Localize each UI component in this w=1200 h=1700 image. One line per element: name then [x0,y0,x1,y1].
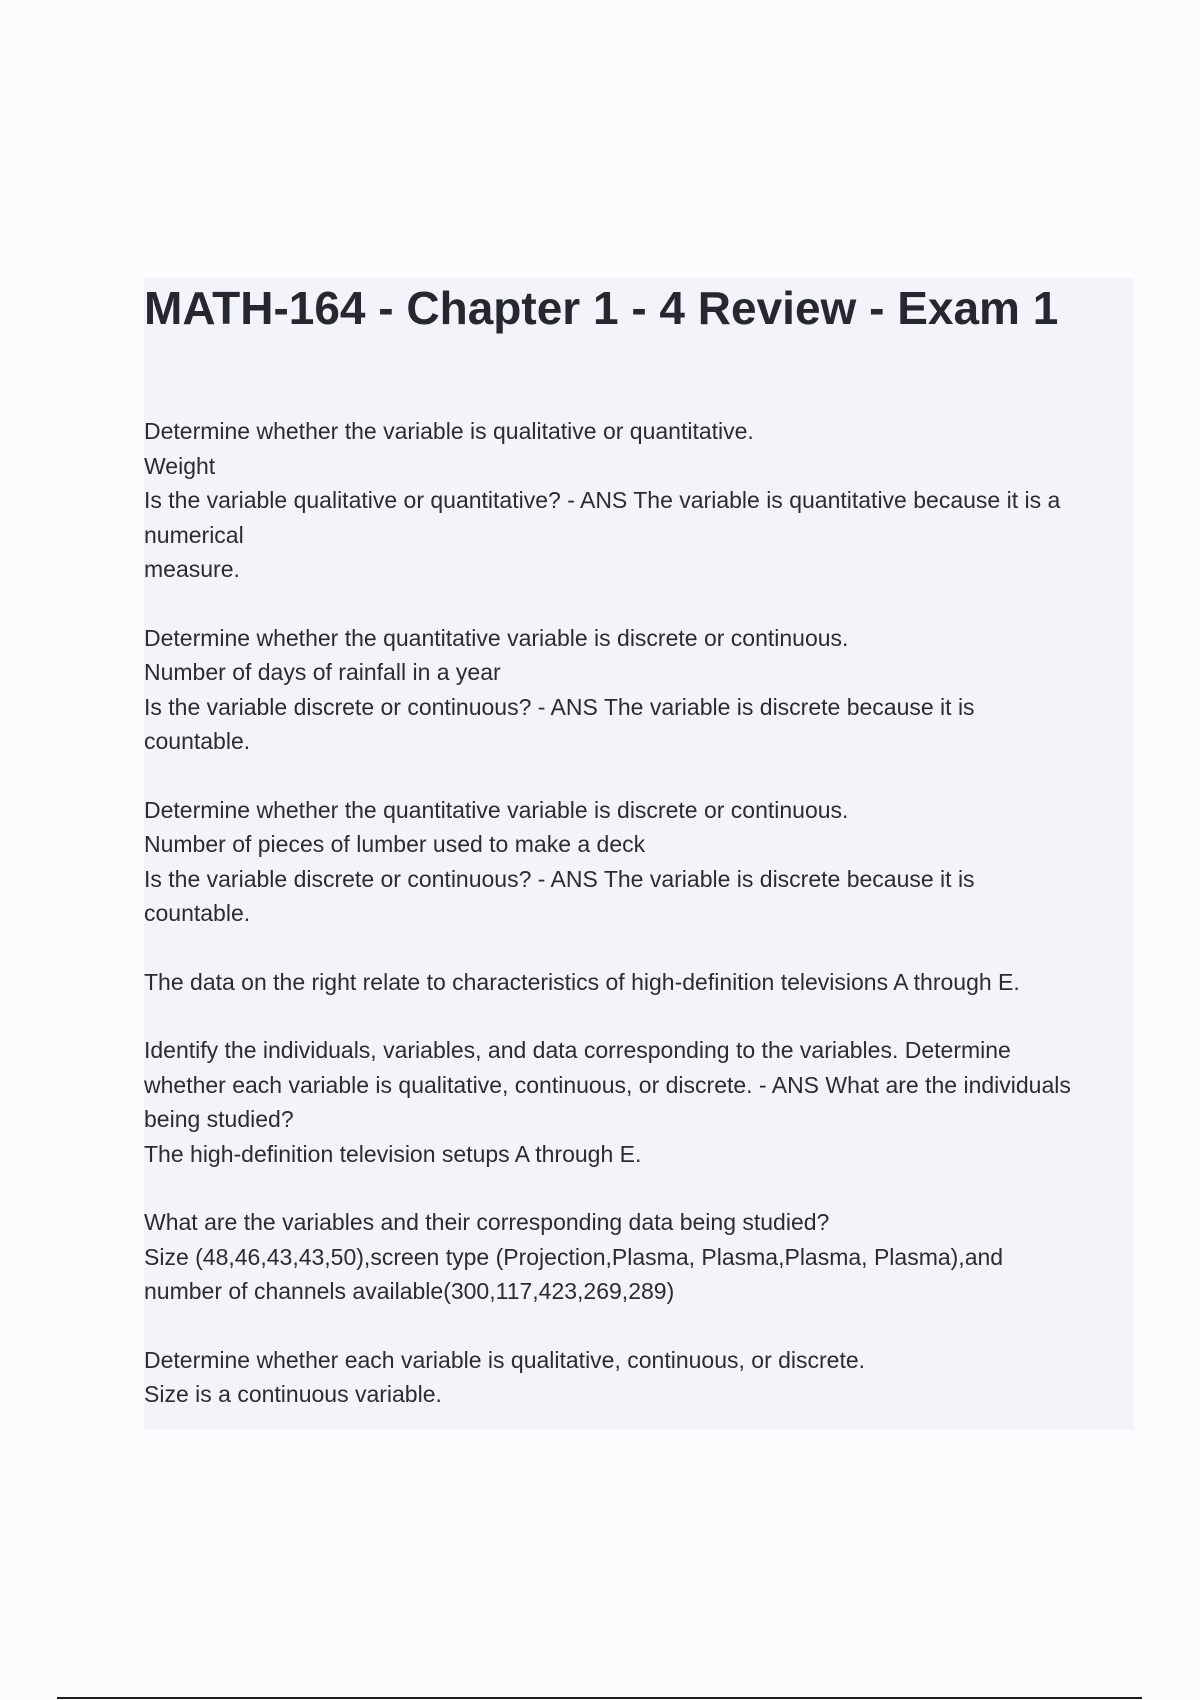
text-line: Determine whether the quantitative variable is discrete or continuous. [144,796,849,823]
text-line: countable. [144,728,251,754]
text-line: Is the variable qualitative or quantitative? - ANS The variable is quantitative because it is a [144,487,1061,513]
text-line: Size is a continuous variable. [144,1381,442,1407]
text-line: What are the variables and their corresponding data being studied? [144,1209,830,1235]
text-line: Number of days of rainfall in a year [144,659,501,685]
text-line: numerical [144,521,244,548]
text-line: whether each variable is qualitative, continuous, or discrete. - ANS What are the individuals [144,1071,1071,1098]
text-line: being studied? [144,1106,294,1132]
text-line: Is the variable discrete or continuous? - ANS The variable is discrete because it is [144,693,975,720]
text-line: Size (48,46,43,43,50),screen type (Projection,Plasma, Plasma,Plasma, Plasma),and [144,1243,1004,1270]
text-line: Number of pieces of lumber used to make a deck [144,831,646,857]
question-paragraph-1 [144,414,1134,587]
text-line: Weight [144,452,216,479]
text-line: Is the variable discrete or continuous? - ANS The variable is discrete because it is [144,865,975,892]
document-title: MATH-164 - Chapter 1 - 4 Review - Exam 1 [144,282,1059,334]
document-body [144,414,1134,1446]
text-line: The high-definition television setups A through E. [144,1140,642,1167]
text-line: countable. [144,900,251,926]
text-line: Determine whether the variable is qualitative or quantitative. [144,418,754,444]
text-line: Determine whether each variable is qualitative, continuous, or discrete. [144,1346,866,1373]
text-line: number of channels available(300,117,423,269,289) [144,1278,675,1304]
question-paragraph-4 [144,965,1134,1000]
text-line: measure. [144,556,240,582]
question-paragraph-5 [144,1033,1134,1171]
question-paragraph-2 [144,621,1134,759]
question-paragraph-7 [144,1343,1134,1412]
question-paragraph-6 [144,1205,1134,1309]
question-paragraph-3 [144,793,1134,931]
text-line: Identify the individuals, variables, and data corresponding to the variables. Determine [144,1037,1011,1063]
footer-divider [57,1697,1142,1699]
text-line: The data on the right relate to characteristics of high-definition televisions A through E. [144,968,1020,995]
text-line: Determine whether the quantitative variable is discrete or continuous. [144,624,849,651]
